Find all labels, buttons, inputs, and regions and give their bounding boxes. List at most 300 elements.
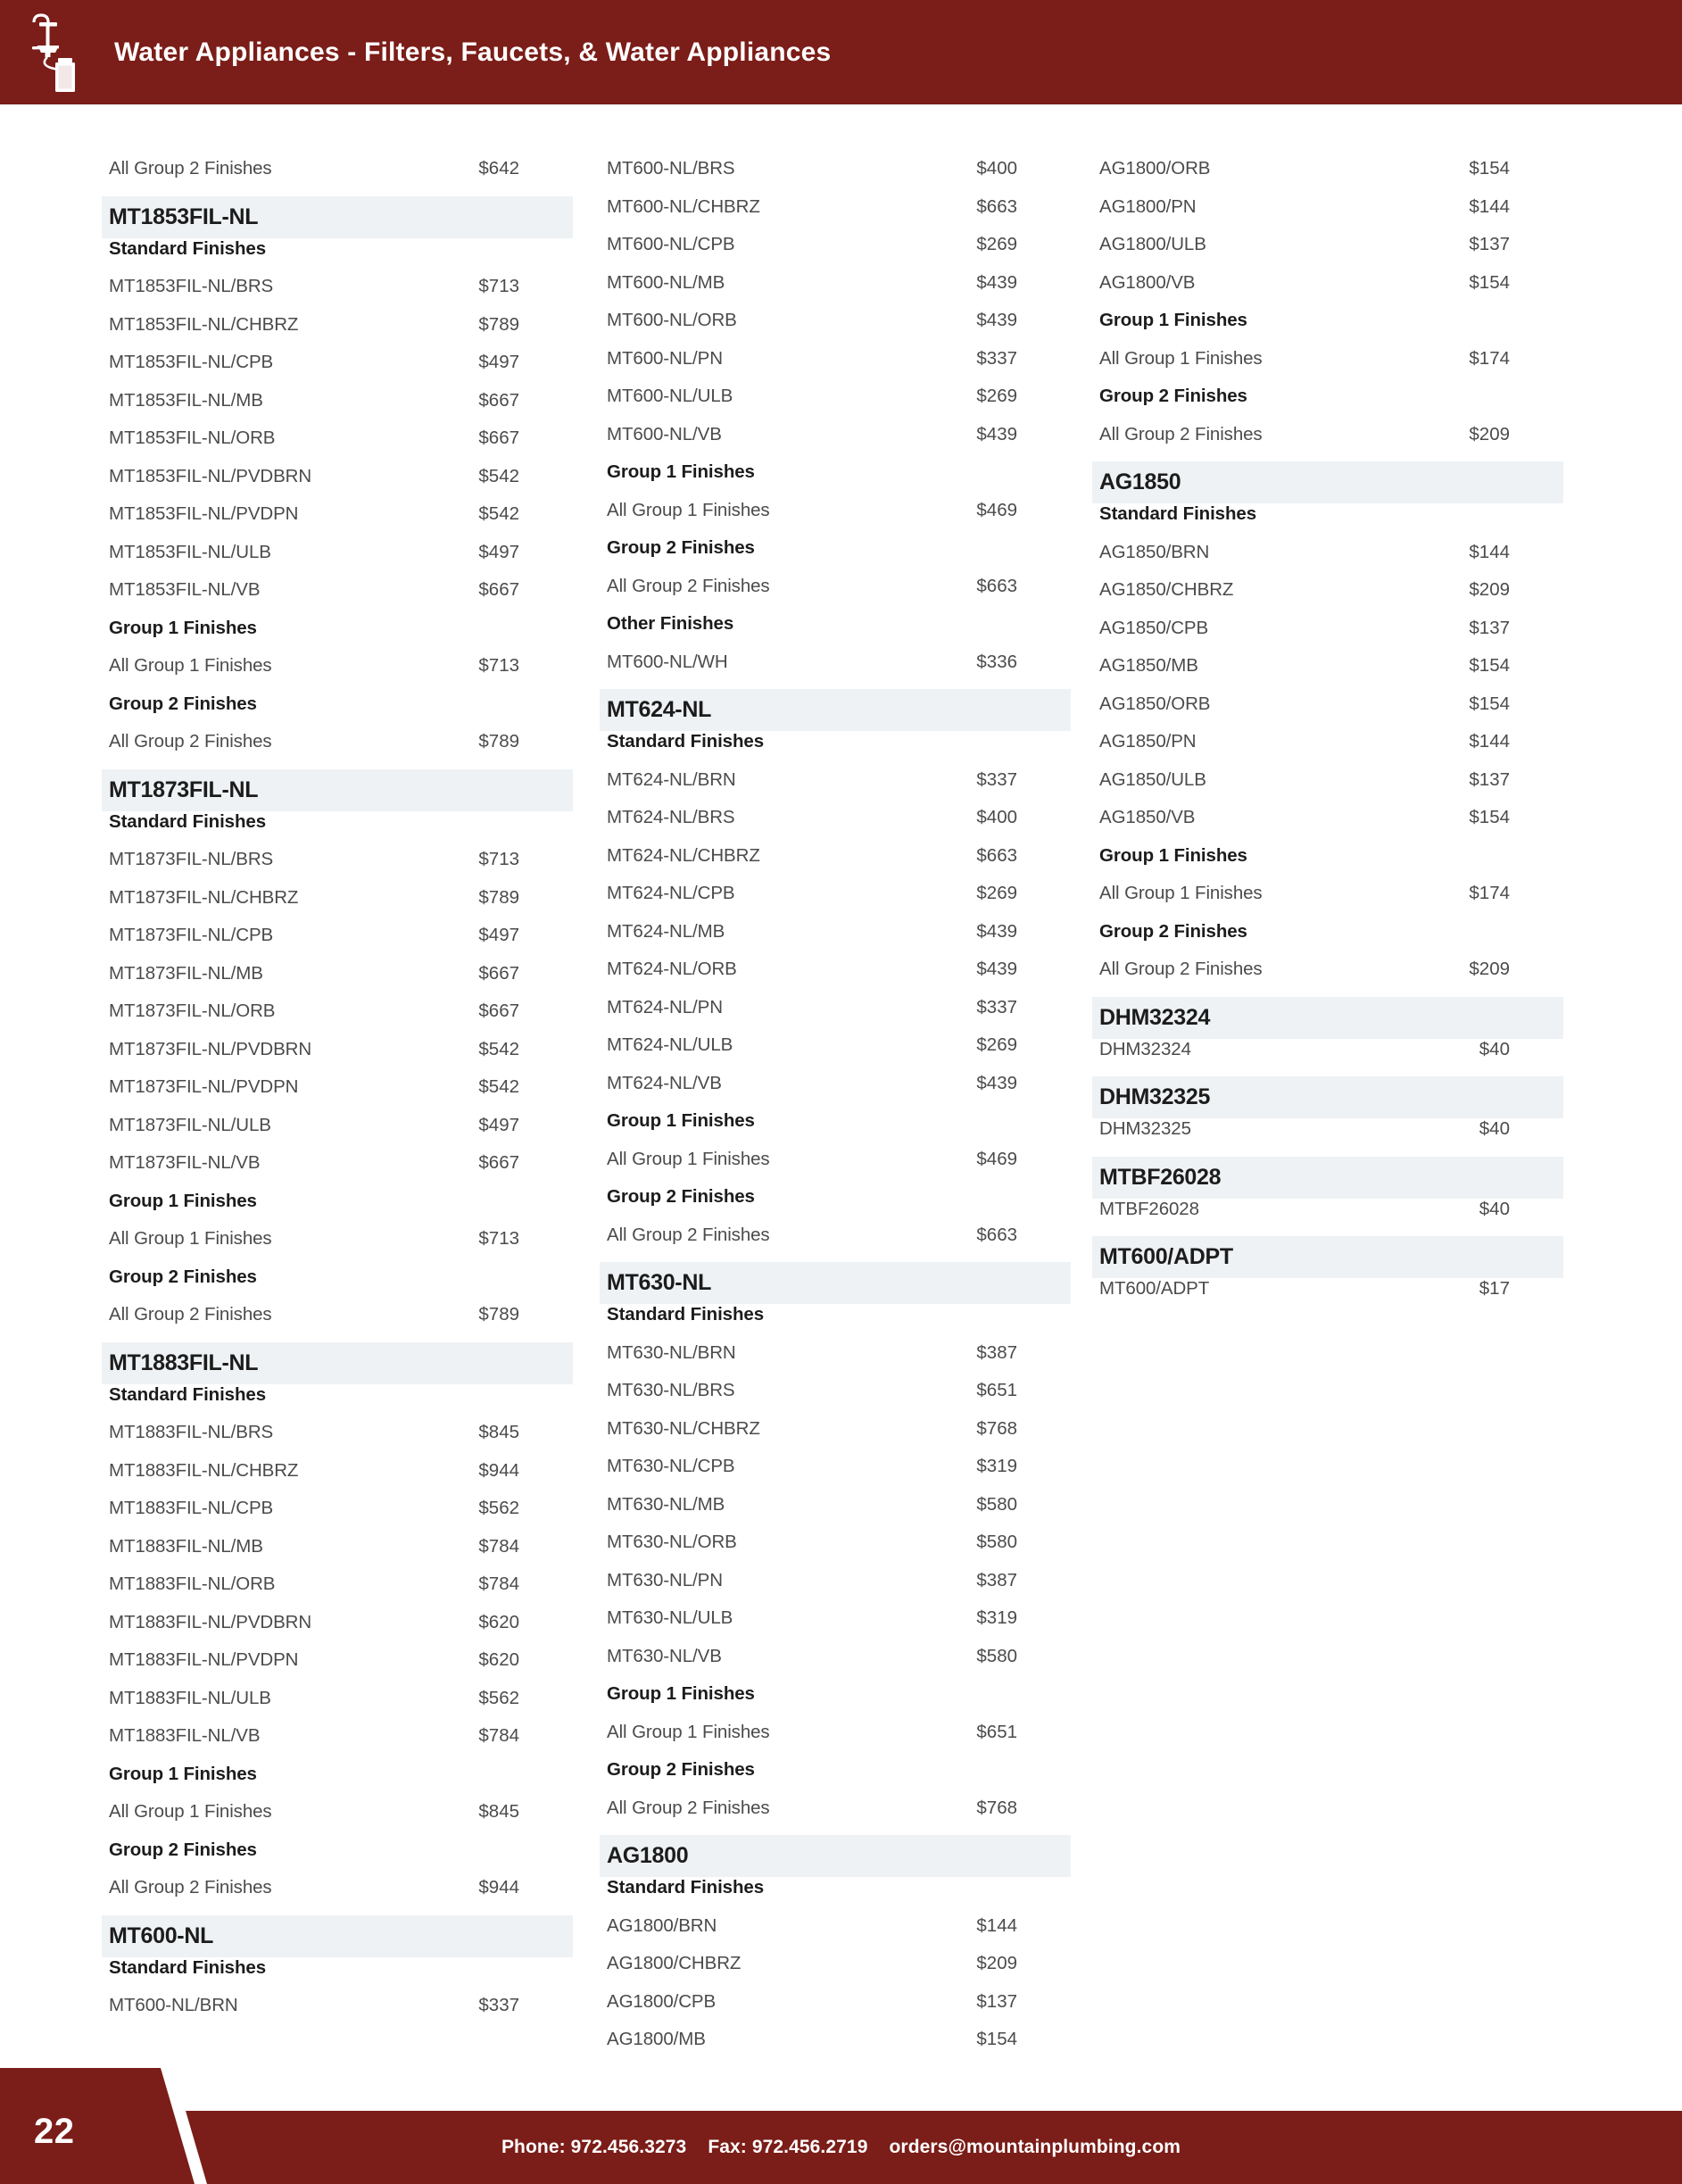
price-value: $667 <box>478 962 519 984</box>
price-value: $642 <box>478 158 519 179</box>
price-value: $562 <box>478 1687 519 1708</box>
price-value: $144 <box>1469 731 1510 752</box>
finish-group-heading: Group 2 Finishes <box>607 537 755 558</box>
price-row <box>109 1725 573 1764</box>
sku-label: All Group 1 Finishes <box>109 1801 272 1822</box>
sku-label: MT624-NL/BRN <box>607 768 736 790</box>
model-banner <box>1092 997 1563 1039</box>
price-row <box>607 1342 1071 1381</box>
sku-label: MT630-NL/PN <box>607 1569 723 1590</box>
price-row <box>109 1649 573 1688</box>
finish-group-heading: Group 1 Finishes <box>607 1110 755 1131</box>
finish-group-heading: Standard Finishes <box>109 1383 267 1405</box>
sku-label: AG1850/ORB <box>1099 693 1211 714</box>
model-name: MT1873FIL-NL <box>109 776 259 802</box>
sku-label: MT630-NL/ORB <box>607 1532 737 1552</box>
price-value: $789 <box>478 1304 519 1325</box>
sku-label: MT630-NL/CHBRZ <box>607 1417 760 1439</box>
sku-label: All Group 1 Finishes <box>109 655 272 676</box>
price-value: $845 <box>478 1801 519 1822</box>
price-value: $944 <box>478 1459 519 1481</box>
sku-label: All Group 1 Finishes <box>109 1228 272 1249</box>
price-value: $469 <box>976 499 1017 520</box>
sku-label: AG1850/CPB <box>1099 617 1209 638</box>
finish-group-heading: Group 1 Finishes <box>1099 844 1247 866</box>
price-row <box>607 272 1071 311</box>
price-row <box>607 2029 1071 2067</box>
sku-label: All Group 2 Finishes <box>1099 423 1263 444</box>
price-row <box>607 1225 1071 1263</box>
price-row <box>1099 693 1563 732</box>
price-value: $209 <box>1469 959 1510 979</box>
price-row <box>607 1646 1071 1684</box>
sku-label: All Group 1 Finishes <box>607 1148 770 1169</box>
model-banner <box>102 1342 573 1384</box>
price-column-3 <box>1099 158 1563 1316</box>
price-value: $400 <box>976 807 1017 827</box>
sku-label: MT600/ADPT <box>1099 1278 1210 1299</box>
price-row <box>607 1532 1071 1570</box>
sku-label: MTBF26028 <box>1099 1198 1199 1219</box>
finish-group-heading: Other Finishes <box>607 613 734 634</box>
sku-label: AG1850/ULB <box>1099 768 1206 790</box>
model-banner <box>600 1262 1071 1304</box>
price-value: $667 <box>478 579 519 600</box>
sku-label: MT1883FIL-NL/VB <box>109 1725 261 1746</box>
finish-group-heading: Group 1 Finishes <box>109 1190 257 1211</box>
price-value: $768 <box>976 1417 1017 1439</box>
price-row <box>607 158 1071 196</box>
price-value: $562 <box>478 1498 519 1518</box>
sku-label: MT624-NL/CHBRZ <box>607 844 760 866</box>
footer-email: orders@mountainplumbing.com <box>889 2137 1181 2157</box>
sku-label: All Group 2 Finishes <box>109 731 272 752</box>
sku-label: MT600-NL/WH <box>607 651 728 672</box>
sku-label: All Group 2 Finishes <box>109 1304 272 1325</box>
price-row <box>1099 883 1563 921</box>
finish-group-heading: Group 1 Finishes <box>109 1763 257 1784</box>
price-row <box>607 652 1071 690</box>
price-value: $269 <box>976 1034 1017 1055</box>
price-value: $319 <box>976 1607 1017 1628</box>
price-value: $663 <box>976 575 1017 596</box>
finish-group-heading: Group 1 Finishes <box>1099 310 1247 330</box>
sku-label: MT600-NL/CPB <box>607 234 735 254</box>
price-value: $784 <box>478 1574 519 1594</box>
price-row <box>607 1991 1071 2030</box>
sku-label: AG1850/VB <box>1099 807 1196 827</box>
price-value: $713 <box>478 1228 519 1249</box>
sku-label: MT1873FIL-NL/ULB <box>109 1114 271 1135</box>
sku-label: AG1800/ULB <box>1099 234 1206 254</box>
price-row <box>109 352 573 390</box>
sku-label: All Group 2 Finishes <box>607 575 770 596</box>
sku-label: MT1883FIL-NL/BRS <box>109 1422 274 1442</box>
model-name: AG1800 <box>607 1843 689 1868</box>
price-value: $620 <box>478 1611 519 1632</box>
sku-label: All Group 2 Finishes <box>607 1797 770 1818</box>
price-value: $209 <box>1469 423 1510 444</box>
sku-label: MT624-NL/PN <box>607 996 723 1017</box>
price-row <box>109 1115 573 1153</box>
model-banner <box>600 1835 1071 1877</box>
model-banner <box>1092 1157 1563 1199</box>
price-column-2 <box>607 158 1071 2067</box>
sku-label: MT624-NL/CPB <box>607 883 735 903</box>
price-value: $845 <box>478 1422 519 1442</box>
price-row <box>607 576 1071 614</box>
price-value: $137 <box>1469 234 1510 254</box>
finish-group-heading: Group 2 Finishes <box>607 1186 755 1207</box>
price-row <box>607 1722 1071 1760</box>
price-value: $154 <box>1469 655 1510 676</box>
price-row <box>1099 655 1563 693</box>
sku-label: MT624-NL/ORB <box>607 959 737 979</box>
price-row <box>1099 1199 1563 1237</box>
price-row <box>1099 807 1563 845</box>
model-name: MT1883FIL-NL <box>109 1349 259 1375</box>
price-row <box>607 1149 1071 1187</box>
price-value: $337 <box>976 768 1017 790</box>
model-name: MT1853FIL-NL <box>109 203 259 229</box>
price-value: $154 <box>1469 807 1510 827</box>
price-row <box>109 1536 573 1574</box>
page-number-tab <box>0 2068 175 2184</box>
finish-group-heading: Group 2 Finishes <box>607 1759 755 1780</box>
price-value: $789 <box>478 731 519 752</box>
price-value: $336 <box>976 651 1017 672</box>
sku-label: MT1873FIL-NL/BRS <box>109 849 274 869</box>
price-row <box>1099 424 1563 462</box>
price-row <box>109 1001 573 1039</box>
price-row <box>607 424 1071 462</box>
price-row <box>109 1995 573 2033</box>
price-row <box>1099 348 1563 386</box>
sku-label: AG1800/BRN <box>607 1914 717 1936</box>
sku-label: MT624-NL/ULB <box>607 1034 733 1055</box>
finish-group-heading: Group 2 Finishes <box>1099 386 1247 406</box>
model-banner <box>102 196 573 238</box>
price-value: $387 <box>976 1569 1017 1590</box>
finish-group-heading: Standard Finishes <box>607 1304 765 1325</box>
price-row <box>607 1915 1071 1954</box>
sku-label: MT630-NL/BRN <box>607 1341 736 1363</box>
price-row <box>607 1418 1071 1457</box>
price-value: $663 <box>976 195 1017 217</box>
finish-group-heading: Group 2 Finishes <box>1099 920 1247 942</box>
price-value: $174 <box>1469 883 1510 903</box>
price-row <box>109 655 573 693</box>
price-value: $667 <box>478 1152 519 1173</box>
price-column-1 <box>109 158 573 2033</box>
price-value: $144 <box>1469 541 1510 562</box>
sku-label: All Group 1 Finishes <box>1099 883 1263 903</box>
finish-group-heading: Group 1 Finishes <box>607 461 755 482</box>
sku-label: MT630-NL/CPB <box>607 1456 735 1476</box>
price-value: $789 <box>478 313 519 335</box>
finish-group-heading: Group 2 Finishes <box>109 693 257 714</box>
sku-label: MT1853FIL-NL/PVDPN <box>109 503 299 524</box>
price-row <box>1099 1039 1563 1077</box>
price-row <box>109 314 573 353</box>
price-value: $154 <box>976 2029 1017 2049</box>
price-value: $40 <box>1479 1038 1510 1059</box>
price-value: $620 <box>478 1649 519 1670</box>
sku-label: AG1800/VB <box>1099 271 1196 293</box>
price-value: $497 <box>478 541 519 562</box>
price-value: $497 <box>478 1114 519 1135</box>
price-row <box>109 887 573 926</box>
sku-label: AG1800/MB <box>607 2029 706 2049</box>
sku-label: All Group 1 Finishes <box>607 1721 770 1742</box>
sku-label: MT1853FIL-NL/PVDBRN <box>109 465 312 486</box>
price-value: $209 <box>976 1953 1017 1973</box>
sku-label: MT600-NL/MB <box>607 271 725 293</box>
sku-label: MT600-NL/CHBRZ <box>607 195 760 217</box>
sku-label: MT624-NL/VB <box>607 1072 722 1093</box>
model-name: DHM32325 <box>1099 1084 1211 1109</box>
price-row <box>109 542 573 580</box>
sku-label: MT1853FIL-NL/MB <box>109 389 263 411</box>
price-value: $580 <box>976 1493 1017 1515</box>
sku-label: MT624-NL/MB <box>607 920 725 942</box>
price-row <box>109 963 573 1001</box>
price-row <box>607 1073 1071 1111</box>
price-row <box>109 1688 573 1726</box>
sku-label: MT630-NL/VB <box>607 1645 722 1666</box>
sku-label: MT600-NL/PN <box>607 347 723 369</box>
price-value: $439 <box>976 1072 1017 1093</box>
price-value: $542 <box>478 1076 519 1097</box>
price-value: $469 <box>976 1148 1017 1169</box>
sku-label: DHM32324 <box>1099 1038 1191 1059</box>
model-banner <box>102 1915 573 1957</box>
finish-group-heading: Standard Finishes <box>1099 503 1257 524</box>
price-value: $439 <box>976 959 1017 979</box>
price-row <box>1099 731 1563 769</box>
sku-label: AG1800/ORB <box>1099 158 1211 179</box>
price-row <box>109 1076 573 1115</box>
price-value: $269 <box>976 234 1017 254</box>
price-row <box>109 1304 573 1342</box>
model-name: DHM32324 <box>1099 1004 1211 1030</box>
sku-label: MT1853FIL-NL/CPB <box>109 352 274 372</box>
price-row <box>1099 1118 1563 1157</box>
price-value: $784 <box>478 1535 519 1557</box>
price-row <box>607 1570 1071 1608</box>
price-value: $439 <box>976 423 1017 444</box>
sku-label: MT1853FIL-NL/BRS <box>109 276 274 296</box>
price-value: $269 <box>976 386 1017 406</box>
price-row <box>1099 234 1563 272</box>
model-name: MT630-NL <box>607 1270 712 1295</box>
price-value: $713 <box>478 276 519 296</box>
sku-label: MT624-NL/BRS <box>607 807 735 827</box>
price-value: $269 <box>976 883 1017 903</box>
footer-phone: Phone: 972.456.3273 <box>501 2137 687 2157</box>
price-row <box>607 1456 1071 1494</box>
sku-label: MT1853FIL-NL/ORB <box>109 428 276 448</box>
sku-label: DHM32325 <box>1099 1118 1191 1139</box>
sku-label: MT1883FIL-NL/ORB <box>109 1574 276 1594</box>
model-name: MTBF26028 <box>1099 1164 1222 1190</box>
price-row <box>109 503 573 542</box>
model-name: MT600/ADPT <box>1099 1244 1233 1269</box>
finish-group-heading: Standard Finishes <box>109 1956 267 1978</box>
price-row <box>109 390 573 428</box>
price-row <box>109 1574 573 1612</box>
price-value: $400 <box>976 158 1017 179</box>
sku-label: MT1883FIL-NL/ULB <box>109 1687 271 1708</box>
price-value: $713 <box>478 849 519 869</box>
price-row <box>109 1612 573 1650</box>
price-row <box>607 310 1071 348</box>
price-row <box>1099 769 1563 808</box>
price-value: $663 <box>976 844 1017 866</box>
finish-group-heading: Group 2 Finishes <box>109 1266 257 1287</box>
model-name: MT624-NL <box>607 697 712 722</box>
sku-label: AG1850/BRN <box>1099 541 1210 562</box>
sku-label: MT630-NL/ULB <box>607 1607 733 1628</box>
sku-label: MT600-NL/ULB <box>607 386 733 406</box>
sku-label: MT1873FIL-NL/VB <box>109 1152 261 1173</box>
price-value: $944 <box>478 1877 519 1898</box>
price-list-content <box>0 104 1682 2068</box>
sku-label: All Group 2 Finishes <box>607 1224 770 1245</box>
price-row <box>607 348 1071 386</box>
finish-group-heading: Group 1 Finishes <box>109 617 257 638</box>
finish-group-heading: Standard Finishes <box>607 731 765 752</box>
sku-label: MT1873FIL-NL/CHBRZ <box>109 886 299 908</box>
footer-fax: Fax: 972.456.2719 <box>708 2137 868 2157</box>
price-row <box>109 579 573 618</box>
price-row <box>607 997 1071 1035</box>
price-row <box>109 1228 573 1266</box>
sku-label: MT1883FIL-NL/PVDBRN <box>109 1611 312 1632</box>
sku-label: All Group 2 Finishes <box>109 1877 272 1898</box>
price-value: $439 <box>976 310 1017 330</box>
sku-label: AG1800/PN <box>1099 195 1197 217</box>
sku-label: MT600-NL/BRS <box>607 158 735 179</box>
price-row <box>607 1494 1071 1532</box>
sku-label: MT1873FIL-NL/PVDPN <box>109 1076 299 1097</box>
sku-label: MT630-NL/MB <box>607 1493 725 1515</box>
sku-label: MT600-NL/VB <box>607 423 722 444</box>
price-value: $137 <box>1469 768 1510 790</box>
price-row <box>109 1460 573 1499</box>
price-value: $337 <box>976 347 1017 369</box>
price-value: $542 <box>478 1038 519 1059</box>
sku-label: AG1800/CPB <box>607 1990 717 2012</box>
price-row <box>109 1152 573 1191</box>
price-row <box>607 845 1071 884</box>
price-value: $580 <box>976 1645 1017 1666</box>
price-value: $497 <box>478 925 519 945</box>
sku-label: All Group 1 Finishes <box>1099 347 1263 369</box>
price-value: $667 <box>478 428 519 448</box>
price-value: $137 <box>1469 617 1510 638</box>
price-row <box>109 158 573 196</box>
price-row <box>109 1498 573 1536</box>
model-banner <box>1092 1236 1563 1278</box>
price-row <box>1099 272 1563 311</box>
price-row <box>109 1877 573 1915</box>
price-row <box>607 1953 1071 1991</box>
price-value: $651 <box>976 1380 1017 1400</box>
price-value: $667 <box>478 1001 519 1021</box>
price-value: $580 <box>976 1532 1017 1552</box>
finish-group-heading: Group 2 Finishes <box>109 1839 257 1860</box>
price-value: $663 <box>976 1224 1017 1245</box>
price-value: $768 <box>976 1797 1017 1818</box>
price-row <box>607 1034 1071 1073</box>
price-value: $497 <box>478 352 519 372</box>
price-row <box>607 196 1071 235</box>
price-row <box>109 428 573 466</box>
sku-label: All Group 2 Finishes <box>109 158 272 179</box>
sku-label: MT630-NL/BRS <box>607 1380 735 1400</box>
price-row <box>607 1798 1071 1836</box>
price-value: $439 <box>976 920 1017 942</box>
model-name: AG1850 <box>1099 469 1181 494</box>
page-title: Water Appliances - Filters, Faucets, & Water Appliances <box>114 37 832 67</box>
price-value: $40 <box>1479 1118 1510 1139</box>
price-value: $542 <box>478 465 519 486</box>
price-row <box>1099 1278 1563 1316</box>
price-value: $439 <box>976 271 1017 293</box>
sku-label: MT1873FIL-NL/CPB <box>109 925 274 945</box>
price-row <box>607 769 1071 808</box>
price-value: $789 <box>478 886 519 908</box>
sku-label: MT1883FIL-NL/PVDPN <box>109 1649 299 1670</box>
price-row <box>1099 158 1563 196</box>
price-value: $40 <box>1479 1198 1510 1219</box>
price-value: $337 <box>976 996 1017 1017</box>
price-row <box>109 1422 573 1460</box>
page-number: 22 <box>34 2112 75 2151</box>
price-value: $667 <box>478 389 519 411</box>
footer-contact-info <box>0 2111 1682 2184</box>
sku-label: MT1853FIL-NL/CHBRZ <box>109 313 299 335</box>
price-value: $144 <box>976 1914 1017 1936</box>
sku-label: AG1850/CHBRZ <box>1099 579 1234 600</box>
price-row <box>607 500 1071 538</box>
model-name: MT600-NL <box>109 1922 214 1948</box>
price-row <box>607 883 1071 921</box>
finish-group-heading: Group 1 Finishes <box>607 1683 755 1704</box>
price-row <box>109 731 573 769</box>
sku-label: AG1850/MB <box>1099 655 1198 676</box>
finish-group-heading: Standard Finishes <box>109 810 267 832</box>
price-value: $154 <box>1469 271 1510 293</box>
price-row <box>607 234 1071 272</box>
price-value: $209 <box>1469 579 1510 600</box>
price-row <box>109 276 573 314</box>
price-value: $542 <box>478 503 519 524</box>
price-value: $319 <box>976 1456 1017 1476</box>
price-value: $713 <box>478 655 519 676</box>
price-value: $387 <box>976 1341 1017 1363</box>
price-row <box>109 466 573 504</box>
sku-label: All Group 1 Finishes <box>607 499 770 520</box>
price-row <box>1099 618 1563 656</box>
price-value: $144 <box>1469 195 1510 217</box>
price-value: $784 <box>478 1725 519 1746</box>
sku-label: MT600-NL/ORB <box>607 310 737 330</box>
sku-label: MT1853FIL-NL/VB <box>109 579 261 600</box>
price-row <box>1099 579 1563 618</box>
price-row <box>607 386 1071 424</box>
